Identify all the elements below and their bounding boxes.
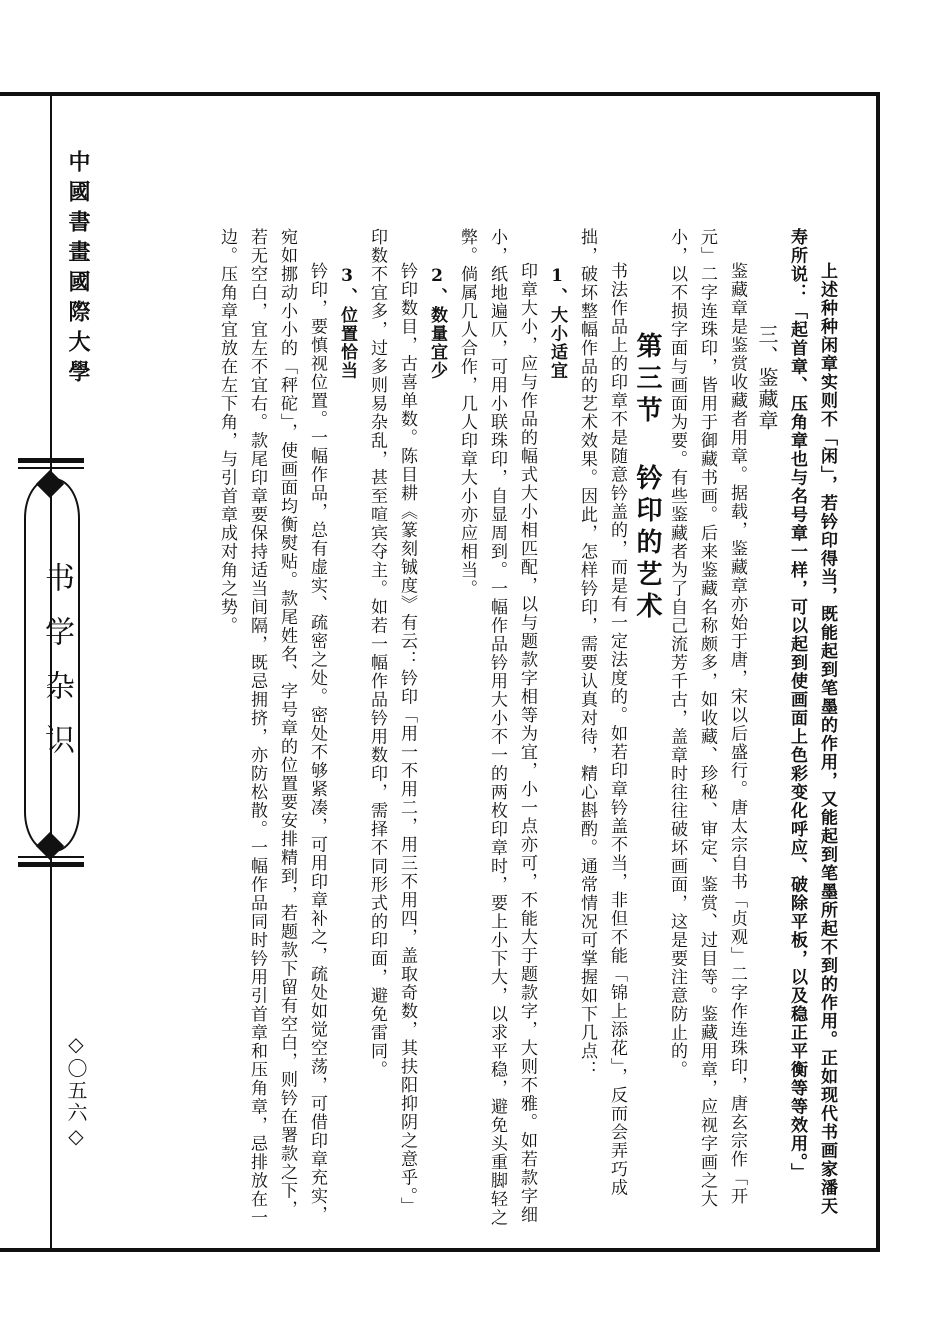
- subheading-quantity: 2、数量宜少: [427, 266, 447, 380]
- paragraph-position: 钤印，要慎视位置。一幅作品，总有虚实、疏密之处。密处不够紧凑，可用印章补之，疏处如觉空荡，可借印章充实，宛如挪动小小的「秤砣」，使画面均衡熨贴。款尾姓名、字号章的位置要安排精到，若题款下留有空白，则钤在署款之下，若无空白，宜左不宜右。款尾印章要保持适当间隔，既忌拥挤，亦防松散。一幅作品同时钤用引首章和压角章，忌排放在一边。压角章宜放在左下角，与引首章成对角之势。: [217, 228, 327, 1227]
- page-number: ◇〇五六◇: [64, 1032, 88, 1150]
- paragraph-intro: 书法作品上的印章不是随意钤盖的，而是有一定法度的。如若印章钤盖不当，非但不能「锦上添花」，反而会弄巧成拙，破坏整幅作品的艺术效果。因此，怎样钤印，需要认真对待，精心斟酌。通常情况可掌握如下几点：: [577, 228, 627, 1197]
- section-heading: 三、鉴藏章: [755, 324, 779, 432]
- main-text: [150, 228, 842, 1228]
- subheading-position: 3、位置恰当: [337, 266, 357, 380]
- paragraph-closing-quote: 上述种种闲章实则不「闲」，若钤印得当，既能起到笔墨的作用，又能起到笔墨所起不到的作用。正如现代书画家潘天寿所说：「起首章、压角章也与名号章一样，可以起到使画面上色彩变化呼应、破除平板，以及稳正平衡等等效用。」: [787, 228, 837, 1216]
- margin-bar-bottom: [18, 852, 84, 867]
- chapter-heading: 第三节 钤印的艺术: [632, 332, 662, 624]
- paragraph-size: 印章大小，应与作品的幅式大小相匹配，以与题款字相等为宜，小一点亦可，不能大于题款字，大则不雅。如若款字细小，纸地遍仄，可用小联珠印，自显周到。一幅作品钤用大小不一的两枚印章时，要上小下大，以求平稳，避免头重脚轻之弊。倘属几人合作，几人印章大小亦应相当。: [457, 228, 537, 1227]
- paragraph-quantity: 钤印数目，古喜单数。陈目耕《篆刻铖度》有云：钤印「用一不用二，用三不用四，盖取奇数，其扶阳抑阴之意乎。」印数不宜多，过多则易杂乱，甚至喧宾夺主。如若一幅作品钤用数印，需择不同形式的印面，避免雷同。: [367, 228, 417, 1216]
- margin-bar-top: [18, 458, 84, 469]
- series-title: 中國書畫國際大學: [65, 150, 90, 390]
- subheading-size: 1、大小适宜: [547, 266, 567, 380]
- book-title: 书学杂识: [39, 562, 74, 778]
- paragraph-collector-seals: 鉴藏章是鉴赏收藏者用章。据载，鉴藏章亦始于唐，宋以后盛行。唐太宗自书「贞观」二字作连珠印，唐玄宗作「开元」二字连珠印，皆用于御藏书画。后来鉴藏名称颇多，如收藏、珍秘、审定、鉴赏、过目等。鉴藏用章，应视字画之大小，以不损字面与画面为要。有些鉴藏者为了自己流芳千古，盖章时往往破坏画面，这是要注意防止的。: [667, 228, 747, 1209]
